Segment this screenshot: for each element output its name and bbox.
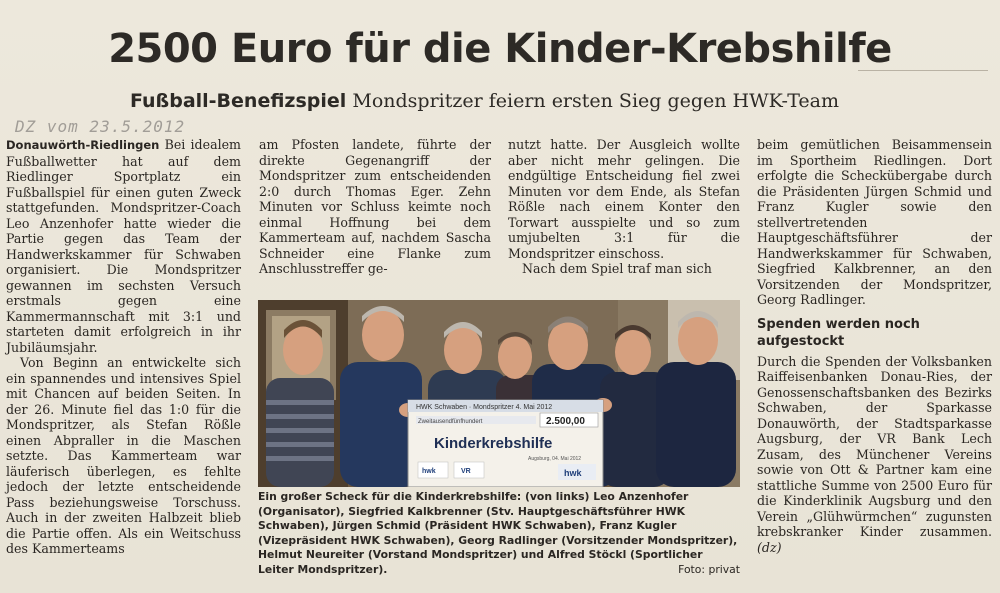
cheque-header: HWK Schwaben · Mondspritzer 4. Mai 2012 — [416, 404, 553, 411]
article-column-3 — [508, 137, 740, 277]
article-paragraph: Nach dem Spiel traf man sich — [522, 261, 712, 276]
cheque-place-date: Augsburg, 04. Mai 2012 — [528, 456, 582, 462]
article-column-2 — [259, 137, 491, 277]
article-paragraph — [757, 354, 992, 556]
author-signature: (dz) — [757, 539, 782, 555]
article-paragraph: Von Beginn an entwickelte sich ein spannendes und intensives Spiel mit Chancen auf beiden Seiten. In der 26. Minute fiel das 1:0 für die Mondspritzer, als Stefan Rößle einen Abpraller in die Maschen setzte. Das Kammerteam war läuferisch überlegen, es fehlte jedoch der letzte entscheidende Pass beziehungsweise Torschuss. Auch in der zweiten Halbzeit blieb die Partie offen. Als ein Weitschuss des Kammerteams — [6, 355, 241, 556]
cheque-amount-words: Zweitausendfünfhundert — [418, 419, 483, 425]
cheque-recipient: Kinderkrebshilfe — [434, 435, 553, 452]
sponsor-logo: hwk — [564, 468, 582, 478]
subheadline-kicker: Fußball-Benefizspiel — [130, 90, 347, 112]
sponsor-logo: hwk — [422, 468, 436, 475]
paragraph-text: Bei idealem Fußballwetter hat auf dem Riedlinger Sportplatz ein Fußballspiel für einen guten Zweck stattgefunden. Mondspritzer-Coach Leo Anzenhofer hatte wieder die Partie gegen das Team der Handwerkskammer für Schwaben organisiert. Die Mondspritzer gewannen im sechsten Versuch erstmals gegen eine Kammermannschaft mit 3:1 und starteten damit erfolgreich in ihr Jubiläumsjahr. — [6, 137, 241, 355]
sponsor-logo: VR — [461, 468, 471, 475]
big-cheque — [408, 400, 603, 487]
article-column-4 — [757, 137, 992, 555]
section-subhead: Spenden werden noch aufgestockt — [757, 316, 920, 349]
article-paragraph: nutzt hatte. Der Ausgleich wollte aber nicht mehr gelingen. Die endgültige Entscheidung fiel zwei Minuten vor dem Ende, als Stefan Rößle nach einem Konter den Torwart ausspielte und so zum umjubelten 3:1 für die Mondspritzer einschoss. — [508, 137, 740, 261]
headline: 2500 Euro für die Kinder-Krebshilfe — [108, 26, 892, 72]
article-paragraph — [6, 137, 241, 355]
paragraph-text: Durch die Spenden der Volksbanken Raiffeisenbanken Donau-Ries, der Genossenschaftsbanken des Bezirks Schwaben, der Sparkasse Donauwörth, der Stadtsparkasse Augsburg, der VR Bank Lech Zusam, des Münchener Vereins sowie von Ott & Partner kam eine stattliche Summe von 2500 Euro für die Kinderklinik Augsburg und den Verein „Glühwürmchen“ zugunsten krebskranker Kinder zusammen. — [757, 353, 992, 539]
photo-credit: Foto: privat — [678, 562, 740, 576]
dateline: Donauwörth-Riedlingen — [6, 138, 160, 152]
caption-text: Ein großer Scheck für die Kinderkrebshilfe: (von links) Leo Anzenhofer (Organisator), Siegfried Kalkbrenner (Stv. Hauptgeschäftsführer HWK Schwaben), Jürgen Schmid (Präsident HWK Schwaben), Franz Kugler (Vizepräsident HWK Schwaben), Georg Radlinger (Vorsitzender Mondspritzer), Helmut Neureiter (Vorstand Mondspritzer) und Alfred Stöckl (Sportlicher Leiter Mondspritzer). — [258, 490, 738, 576]
article-paragraph: am Pfosten landete, führte der direkte Gegenangriff der Mondspritzer zum entscheidenden 2:0 durch Thomas Eger. Zehn Minuten vor Schluss keimte noch einmal Hoffnung bei dem Kammerteam auf, nachdem Sascha Schneider eine Flanke zum Anschlusstreffer ge- — [259, 137, 491, 276]
article-paragraph: beim gemütlichen Beisammensein im Sportheim Riedlingen. Dort erfolgte die Scheckübergabe durch die Präsidenten Jürgen Schmid und Franz Kugler sowie den stellvertretenden Hauptgeschäftsführer der Handwerkskammer für Schwaben, Siegfried Kalkbrenner, an den Vorsitzenden der Mondspritzer, Georg Radlinger. — [757, 137, 992, 307]
article-photo — [258, 300, 740, 487]
article-column-1 — [6, 137, 241, 557]
handwritten-date-note: DZ vom 23.5.2012 — [15, 117, 186, 136]
photo-caption — [258, 490, 740, 578]
subheadline-text: Mondspritzer feiern ersten Sieg gegen HWK-Team — [352, 90, 839, 112]
cheque-amount: 2.500,00 — [546, 416, 585, 427]
group-photo — [258, 300, 740, 487]
subheadline — [130, 90, 839, 112]
